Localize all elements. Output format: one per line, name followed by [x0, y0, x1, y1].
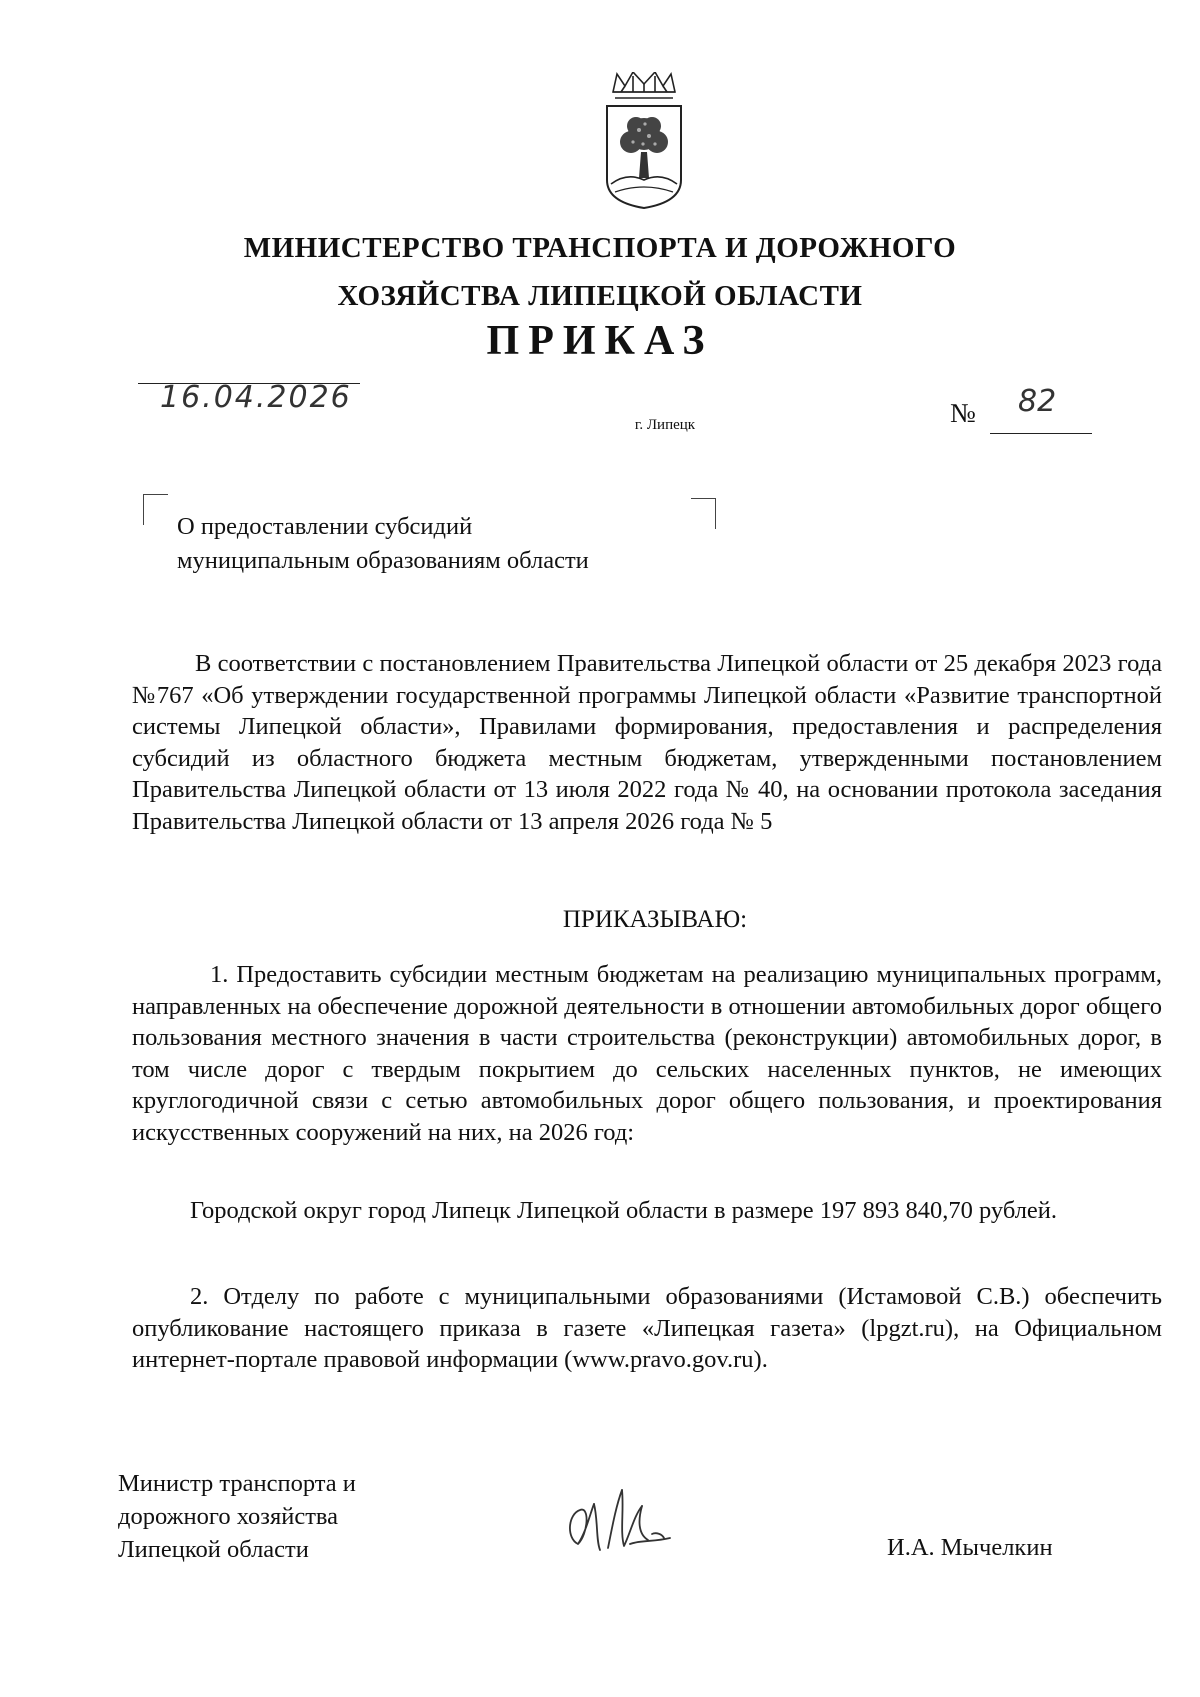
preamble-paragraph: В соответствии с постановлением Правительства Липецкой области от 25 декабря 2023 года №767 «Об утверждении государственной программы Липецкой области «Развитие транспортной системы Липецкой области», Правилами формирования, предоставления и распределения субсидий из областного бюджета местным бюджетам, утвержденными постановлением Правительства Липецкой области от 13 июля 2022 года № 40, на основании протокола заседания Правительства Липецкой области от 13 апреля 2026 года № 5 — [132, 650, 1162, 835]
position-line1: Министр транспорта и — [118, 1470, 356, 1497]
subject-bracket-right — [691, 498, 716, 529]
city-label: г. Липецк — [634, 417, 696, 433]
order-subject — [177, 510, 589, 578]
ministry-name-line1: МИНИСТЕРСТВО ТРАНСПОРТА И ДОРОЖНОГО — [243, 232, 957, 264]
signatory-position — [118, 1467, 356, 1566]
subject-bracket-left — [143, 494, 168, 525]
signatory-name: И.А. Мычелкин — [887, 1534, 1053, 1561]
coat-of-arms-emblem — [603, 72, 685, 210]
handwritten-order-number: 82 — [1018, 384, 1057, 419]
ministry-name-line2: ХОЗЯЙСТВА ЛИПЕЦКОЙ ОБЛАСТИ — [337, 280, 863, 312]
position-line2: дорожного хозяйства — [118, 1503, 339, 1530]
number-underline — [990, 433, 1092, 434]
order-item-1-detail: Городской округ город Липецк Липецкой области в размере 197 893 840,70 рублей. — [190, 1197, 1058, 1224]
document-type-title: ПРИКАЗ — [486, 318, 714, 364]
subject-line1: О предоставлении субсидий — [177, 513, 473, 540]
number-label: № — [950, 398, 976, 428]
orders-heading: ПРИКАЗЫВАЮ: — [562, 906, 748, 933]
handwritten-signature — [560, 1484, 685, 1558]
order-item-2: 2. Отделу по работе с муниципальными образованиями (Истамовой С.В.) обеспечить опубликование настоящего приказа в газете «Липецкая газета» (lpgzt.ru), на Официальном интернет-портале правовой информации (www.pravo.gov.ru). — [132, 1283, 1162, 1373]
order-item-1: 1. Предоставить субсидии местным бюджетам на реализацию муниципальных программ, направленных на обеспечение дорожной деятельности в отношении автомобильных дорог общего пользования местного значения в части строительства (реконструкции) автомобильных дорог, в том числе дорог с твердым покрытием до сельских населенных пунктов, не имеющих круглогодичной связи с сетью автомобильных дорог общего пользования, и проектирования искусственных сооружений на них, на 2026 год: — [132, 961, 1162, 1146]
handwritten-date: 16.04.2026 — [160, 380, 352, 415]
subject-line2: муниципальным образованиям области — [177, 547, 589, 574]
position-line3: Липецкой области — [118, 1536, 309, 1563]
